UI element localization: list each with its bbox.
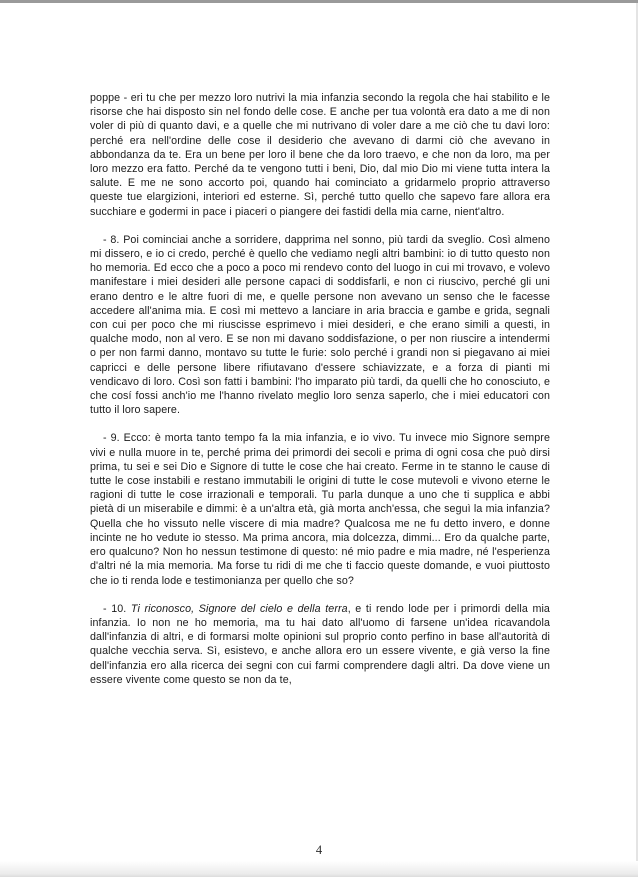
text-run: - 10. — [103, 602, 131, 615]
text-run: , e ti rendo lode per i primordi della mia infanzia. Io non ne ho memoria, ma tu hai dato all'uomo di farsene un'idea ricavandola dall'infanzia di altri, e di formarsi molte opinioni sul proprio conto perfino in base all'autorità di qualche vecchia serva. Sì, esistevo, e anche allora ero un essere vivente, e già verso la fine dell'infanzia ero alla ricerca dei segni con cui farmi comprendere dagli altri. Da dove viene un essere vivente come questo se non da te, — [90, 602, 550, 686]
text-run: poppe - eri tu che per mezzo loro nutrivi la mia infanzia secondo la regola che hai stabilito e le risorse che hai disposto sin nel fondo delle cose. E anche per tua volontà era dato a me di non voler di più di quanto davi, e a quelle che mi nutrivano di voler dare a me ciò che tu davi loro: perché era nell'ordine delle cose il desiderio che avevano di darmi ciò che avevano in abbondanza da te. Era un bene per loro il bene che da loro traevo, e che non da loro, ma per loro mezzo era fatto. Perché da te vengono tutti i beni, Dio, dal mio Dio mi viene tutta intera la salute. E me ne sono accorto poi, quando hai cominciato a gridarmelo proprio attraverso queste tue elargizioni, interiori ed esterne. Sì, perché tutto quello che sapevo fare allora era succhiare e godermi in pace i piaceri o piangere dei fastidi della mia carne, nient'altro. — [90, 92, 550, 218]
paragraph — [90, 602, 550, 687]
paragraph — [90, 91, 550, 219]
italic-text-run: Ti riconosco, Signore del cielo e della terra — [130, 602, 348, 615]
page-bottom-shadow — [0, 861, 638, 877]
page-number: 4 — [315, 843, 323, 857]
text-run: - 9. Ecco: è morta tanto tempo fa la mia infanzia, e io vivo. Tu invece mio Signore sempre vivi e nulla muore in te, perché prima dei primordi dei secoli e prima di ogni cosa che può dirsi prima, tu sei e sei Dio e Signore di tutte le cose che hai creato. Ferme in te stanno le cause di tutte le cose instabili e restano immutabili le origini di tutte le cose mutevoli e vivono eterne le ragioni di tutte le cose irrazionali e temporali. Tu parla dunque a uno che ti supplica e abbi pietà di un miserabile e dimmi: è a un'altra età, già morta anch'essa, che seguì la mia infanzia? Quella che ho vissuto nelle viscere di mia madre? Qualcosa me ne fu detto invero, e donne incinte ne ho vedute io stesso. Ma prima ancora, mia dolcezza, dimmi... Ero da qualche parte, ero qualcuno? Non ho nessun testimone di questo: né mio padre e mia madre, né l'esperienza d'altri né la mia memoria. Ma forse tu ridi di me che ti faccio queste domande, e vuoi piuttosto che io ti renda lode e testimonianza per quello che so? — [90, 432, 550, 587]
paragraph — [90, 431, 550, 587]
text-run: - 8. Poi cominciai anche a sorridere, dapprima nel sonno, più tardi da sveglio. Così almeno mi dissero, e io ci credo, perché è quello che vediamo negli altri bambini: io di tutto questo non ho memoria. Ed ecco che a poco a poco mi rendevo conto del luogo in cui mi trovavo, e volevo manifestare i miei desideri alle persone capaci di soddisfarli, e non ci riuscivo, perché gli uni erano dentro e le altre fuori di me, e quelle persone non avevano un senso che le facesse accedere all'anima mia. E così mi mettevo a lanciare in aria braccia e gambe e grida, segnali con cui per poco che mi riuscisse esprimevo i miei desideri, e che erano simili a questi, in qualche modo, non al vero. E se non mi davano soddisfazione, o per non riuscire a intendermi o per non farmi danno, montavo su tutte le furie: solo perché i grandi non si piegavano ai miei capricci e delle persone libere rifiutavano d'essere schiavizzate, e a forza di pianti mi vendicavo di loro. Così son fatti i bambini: l'ho imparato più tardi, da quelli che ho conosciuto, e che cosí fossi anch'io me l'hanno rivelato meglio loro senza saperlo, che i miei educatori con tutto il loro sapere. — [90, 233, 550, 417]
window-top-edge — [0, 0, 638, 3]
paragraph — [90, 233, 550, 418]
text-block — [90, 91, 550, 687]
